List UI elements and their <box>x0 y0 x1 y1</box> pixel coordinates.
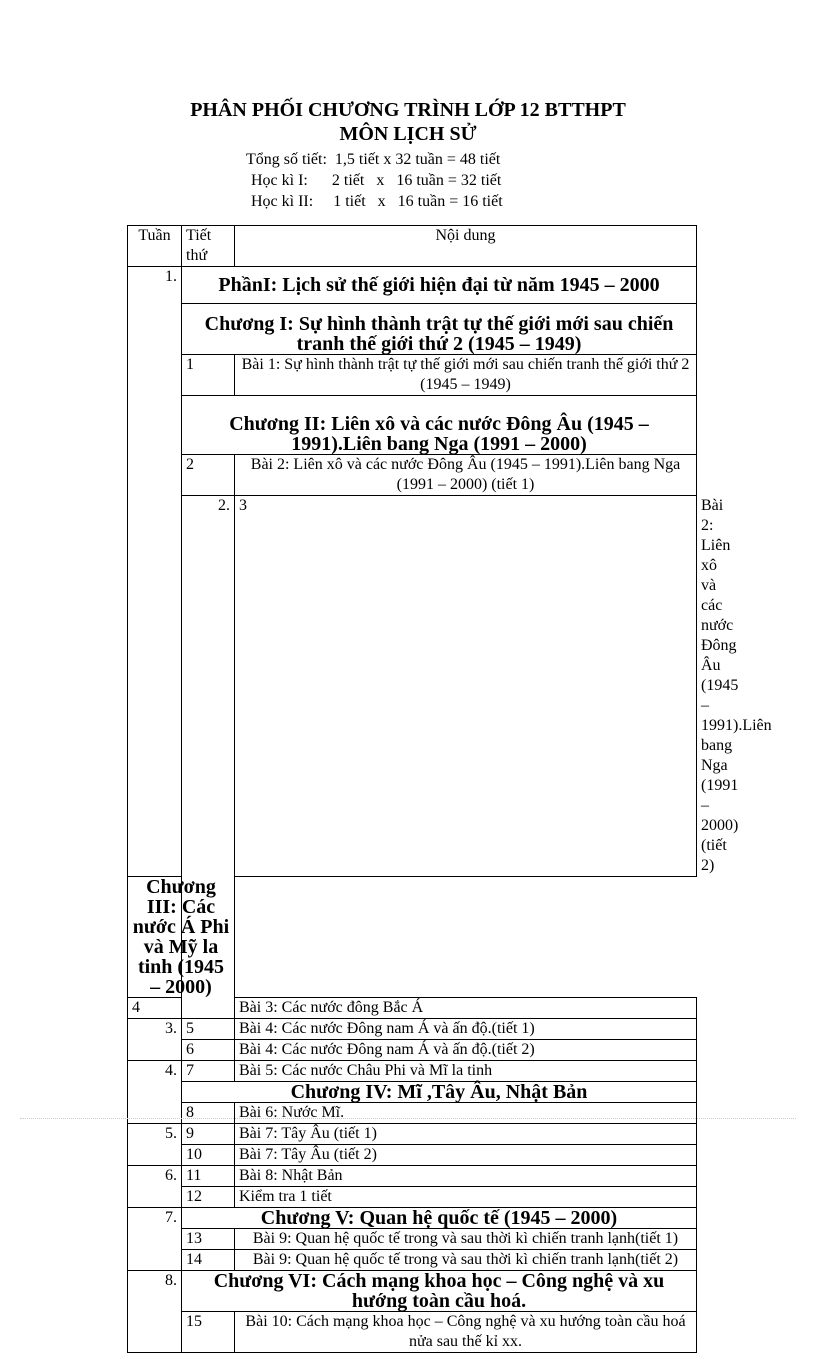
header-week: Tuần <box>128 226 182 267</box>
period-cell: 9 <box>182 1124 235 1145</box>
period-cell: 2 <box>182 455 235 496</box>
week-cell: 3. <box>128 1019 182 1061</box>
table-row <box>128 1229 697 1250</box>
week-cell: 4. <box>128 1061 182 1124</box>
total-periods: Tổng số tiết: 1,5 tiết x 32 tuần = 48 tiết <box>246 151 501 168</box>
page-bottom-divider <box>20 1118 796 1119</box>
table-row <box>128 355 697 396</box>
lesson-cell: Bài 4: Các nước Đông nam Á và ấn độ.(tiết 1) <box>235 1019 697 1040</box>
lesson-cell: Bài 4: Các nước Đông nam Á và ấn độ.(tiết 2) <box>235 1040 697 1061</box>
period-cell: 8 <box>182 1103 235 1124</box>
period-cell: 1 <box>182 355 235 396</box>
table-row <box>128 1124 697 1145</box>
document-title: PHÂN PHỐI CHƯƠNG TRÌNH LỚP 12 BTTHPT <box>190 99 626 121</box>
period-cell: 5 <box>182 1019 235 1040</box>
lesson-cell: Kiểm tra 1 tiết <box>235 1187 697 1208</box>
header-content: Nội dung <box>235 226 697 267</box>
part-heading: PhầnI: Lịch sử thế giới hiện đại từ năm 1945 – 2000 <box>182 267 697 304</box>
lesson-cell: Bài 2: Liên xô và các nước Đông Âu (1945 – 1991).Liên bang Nga (1991 – 2000) (tiết 1) <box>235 455 697 496</box>
lesson-cell: Bài 6: Nước Mĩ. <box>235 1103 697 1124</box>
chapter-heading: Chương III: Các nước Á Phi và Mỹ la tinh (1945 – 2000) <box>128 877 235 998</box>
semester-2-periods: Học kì II: 1 tiết x 16 tuần = 16 tiết <box>251 193 503 210</box>
period-cell: 3 <box>235 496 697 877</box>
period-cell: 7 <box>182 1061 235 1082</box>
table-row <box>128 304 697 355</box>
table-row <box>128 1082 697 1103</box>
header-period: Tiết thứ <box>182 226 235 267</box>
curriculum-table <box>127 225 772 1353</box>
lesson-cell: Bài 9: Quan hệ quốc tế trong và sau thời kì chiến tranh lạnh(tiết 1) <box>235 1229 697 1250</box>
week-cell: 8. <box>128 1271 182 1353</box>
table-row <box>128 396 697 455</box>
period-cell: 13 <box>182 1229 235 1250</box>
table-row <box>128 1187 697 1208</box>
period-cell: 12 <box>182 1187 235 1208</box>
chapter-heading: Chương II: Liên xô và các nước Đông Âu (1945 – 1991).Liên bang Nga (1991 – 2000) <box>182 396 697 455</box>
week-cell: 7. <box>128 1208 182 1271</box>
week-cell: 6. <box>128 1166 182 1208</box>
period-cell: 11 <box>182 1166 235 1187</box>
table-row <box>128 1019 697 1040</box>
lesson-cell: Bài 10: Cách mạng khoa học – Công nghệ và xu hướng toàn cầu hoá nửa sau thế kỉ xx. <box>235 1312 697 1353</box>
chapter-heading: Chương IV: Mĩ ,Tây Âu, Nhật Bản <box>182 1082 697 1103</box>
lesson-cell: Bài 3: Các nước đông Bắc Á <box>235 998 697 1019</box>
week-cell: 5. <box>128 1124 182 1166</box>
lesson-cell: Bài 5: Các nước Châu Phi và Mĩ la tinh <box>235 1061 697 1082</box>
table-row <box>128 1208 697 1229</box>
table-header-row <box>128 226 697 267</box>
lesson-cell: Bài 1: Sự hình thành trật tự thế giới mới sau chiến tranh thế giới thứ 2 (1945 – 1949) <box>235 355 697 396</box>
lesson-cell: Bài 8: Nhật Bản <box>235 1166 697 1187</box>
chapter-heading: Chương I: Sự hình thành trật tự thế giới mới sau chiến tranh thế giới thứ 2 (1945 – 1949) <box>182 304 697 355</box>
lesson-cell: Bài 9: Quan hệ quốc tế trong và sau thời kì chiến tranh lạnh(tiết 2) <box>235 1250 697 1271</box>
table-row <box>128 1166 697 1187</box>
table-row <box>128 1250 697 1271</box>
period-cell: 4 <box>128 998 182 1019</box>
table-row <box>128 267 697 304</box>
table-row <box>128 1061 697 1082</box>
period-cell: 10 <box>182 1145 235 1166</box>
lesson-cell: Bài 7: Tây Âu (tiết 2) <box>235 1145 697 1166</box>
lesson-cell: Bài 7: Tây Âu (tiết 1) <box>235 1124 697 1145</box>
table-row <box>128 1040 697 1061</box>
week-cell: 2. <box>182 496 235 1019</box>
table-row <box>128 455 697 496</box>
period-cell: 14 <box>182 1250 235 1271</box>
subject-title: MÔN LỊCH SỬ <box>339 123 477 145</box>
semester-1-periods: Học kì I: 2 tiết x 16 tuần = 32 tiết <box>251 172 502 189</box>
table-row <box>128 1103 697 1124</box>
chapter-heading: Chương VI: Cách mạng khoa học – Công nghệ và xu hướng toàn cầu hoá. <box>182 1271 697 1312</box>
chapter-heading: Chương V: Quan hệ quốc tế (1945 – 2000) <box>182 1208 697 1229</box>
week-cell: 1. <box>128 267 182 877</box>
table-row <box>128 1145 697 1166</box>
period-cell: 6 <box>182 1040 235 1061</box>
table-row <box>128 1312 697 1353</box>
table-row: 2. 3 Bài 2: Liên xô và các nước Đông Âu (1945 – 1991).Liên bang Nga (1991 – 2000) (tiết 2) <box>128 496 697 877</box>
period-cell: 15 <box>182 1312 235 1353</box>
table-row <box>128 877 697 998</box>
table-row <box>128 1271 697 1312</box>
